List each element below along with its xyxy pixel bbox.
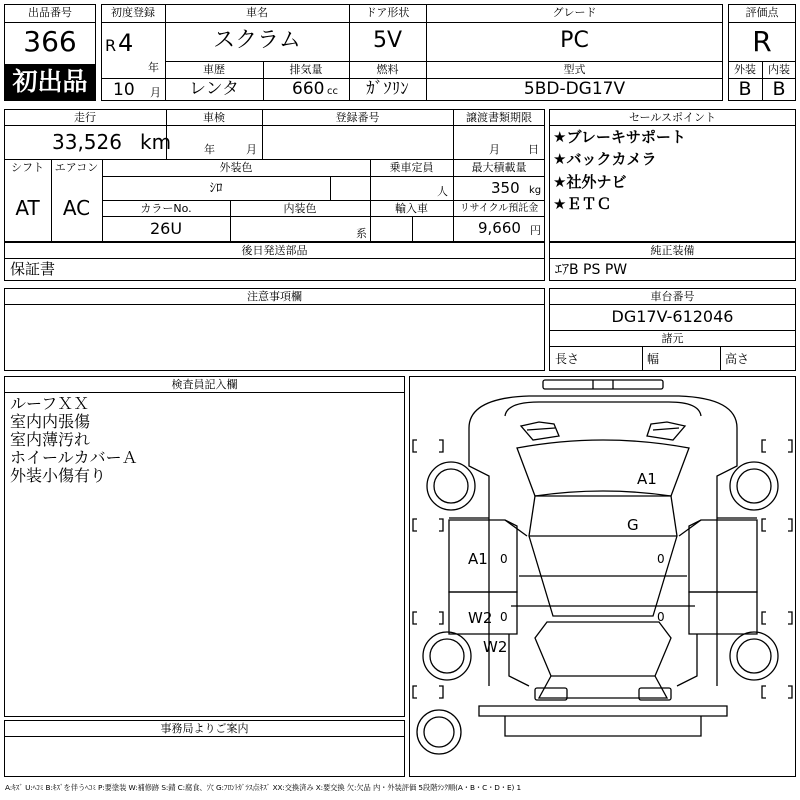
sales-point-item: ★バックカメラ [553,150,657,168]
displacement-value: 660 [292,79,325,99]
inspector-line: 室内内張傷 [10,412,91,431]
ext-color-header: 外装色 [219,161,253,174]
shift-header: シフト [11,161,44,174]
damage-mark-w2-wheel: W2 [483,638,508,656]
sales-point-item: ★ＥＴＣ [553,195,612,213]
damage-mark-zero: 0 [500,552,508,566]
inspection-header: 車検 [203,111,225,124]
color-no-header: カラーNo. [140,202,192,215]
int-color-unit: 系 [356,227,367,240]
history-header: 車歴 [203,63,225,76]
int-color-header: 内装色 [283,202,317,215]
interior-grade-header: 内装 [768,63,790,76]
damage-mark-zero: 0 [657,610,665,624]
damage-mark-a1-top: A1 [637,470,657,488]
damage-mark-a1-side: A1 [468,550,488,568]
transfer-day-unit: 日 [528,143,539,156]
dimensions-header: 諸元 [661,332,684,345]
recycle-value: 9,660 [478,219,521,237]
damage-mark-w2-side: W2 [468,609,493,627]
damage-mark-g: G [627,516,639,534]
exterior-grade: B [738,78,752,100]
recycle-unit: 円 [530,224,541,237]
chassis-header: 車台番号 [650,290,695,303]
score-header: 評価点 [745,6,779,19]
mileage-unit: km [140,130,172,154]
ext-color-value: ｼﾛ [209,181,223,196]
exterior-grade-header: 外装 [734,63,756,76]
inspector-line: ルーフＸＸ [10,394,90,413]
fuel-value: ｶﾞｿﾘﾝ [366,79,409,99]
inspection-month-unit: 月 [246,143,257,156]
first-listing-label: 初出品 [12,67,88,96]
height-label: 高さ [725,352,750,366]
era-label: R [105,36,117,55]
aircon-value: AC [62,196,91,220]
notes-header: 注意事項欄 [247,290,302,303]
aircon-header: エアコン [54,161,99,174]
genuine-equipment-value: ｴｱB PS PW [555,262,628,278]
inspector-header: 検査員記入欄 [171,378,238,391]
inspector-line: 外装小傷有り [10,466,107,485]
length-label: 長さ [555,352,580,366]
damage-mark-zero: 0 [657,552,665,566]
width-label: 幅 [647,352,660,366]
inspector-line: 室内薄汚れ [10,430,91,449]
car-diagram [409,376,796,777]
transfer-deadline-header: 譲渡書類期限 [466,111,532,124]
lot-number: 366 [23,25,77,58]
score-value: R [752,25,772,58]
shift-value: AT [15,196,40,220]
sales-point-item: ★ブレーキサポート [553,128,686,146]
door-type: 5V [372,28,403,53]
lot-number-header: 出品番号 [28,6,72,19]
genuine-equipment-header: 純正装備 [650,244,695,257]
fuel-header: 燃料 [376,63,399,76]
capacity-header: 乗車定員 [389,161,434,174]
max-load-header: 最大積載量 [471,161,527,174]
damage-mark-zero: 0 [500,610,508,624]
legend-text: A:ｷｽﾞ U:ﾍｺﾐ B:ｷｽﾞを伴うﾍｺﾐ P:要塗装 W:補修跡 S:錆 C:腐食、穴 G:ﾌﾛﾝﾄｶﾞﾗｽ点ｷｽﾞ XX:交換済み X:要交換 欠:欠品 内・外装評価 5段階ﾗﾝｸ順(A・B・C・D・E) 1 [5,783,522,792]
grade-value: PC [560,28,589,53]
model-header: 型式 [563,63,586,76]
displacement-unit: cc [327,86,338,97]
recycle-header: リサイクル預託金 [459,203,539,214]
sales-points-header: セールスポイント [628,111,716,124]
sales-point-item: ★社外ナビ [553,173,627,191]
first-listing-badge [5,64,95,100]
first-reg-month: 10 [113,80,135,100]
first-reg-month-unit: 月 [150,86,161,99]
car-name: スクラム [213,28,301,53]
capacity-unit: 人 [437,185,448,198]
interior-grade: B [772,78,786,100]
history-value: レンタ [189,79,239,99]
first-reg-year-unit: 年 [148,61,159,74]
displacement-header: 排気量 [289,63,323,76]
transfer-month-unit: 月 [489,143,500,156]
mileage-value: 33,526 [52,130,122,154]
model-value: 5BD-DG17V [523,79,626,99]
inspection-year-unit: 年 [204,143,215,156]
inspector-line: ホイールカバーＡ [10,448,138,467]
office-header: 事務局よりご案内 [160,722,249,735]
first-reg-header: 初度登録 [111,6,155,19]
max-load-value: 350 [491,179,520,197]
later-parts-value: 保証書 [10,260,56,278]
car-name-header: 車名 [246,6,268,19]
max-load-unit: kg [529,185,542,196]
import-header: 輸入車 [395,202,428,215]
reg-number-header: 登録番号 [335,111,380,124]
chassis-number: DG17V-612046 [611,307,734,326]
door-header: ドア形状 [365,6,410,19]
color-no-value: 26U [149,219,183,238]
first-reg-year: 4 [118,29,134,57]
grade-header: グレード [552,6,597,19]
mileage-header: 走行 [74,111,96,124]
later-parts-header: 後日発送部品 [241,244,308,257]
